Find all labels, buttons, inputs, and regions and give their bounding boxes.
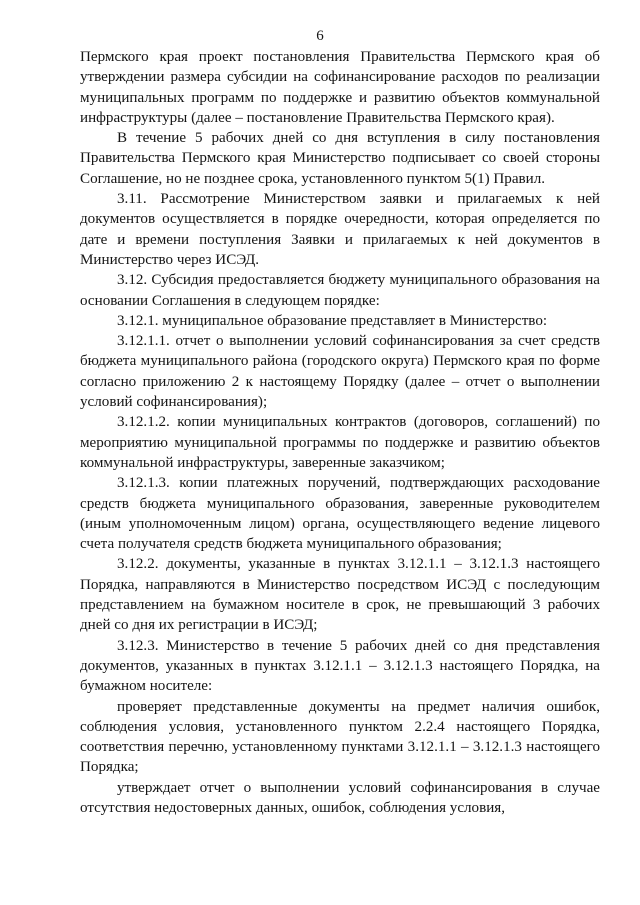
paragraph-3-12-1-1: 3.12.1.1. отчет о выполнении условий софинансирования за счет средств бюджета муниципального района (городского округа) Пермского края по форме согласно приложению 2 к настоящему Порядку (далее – отчет о выполнении условий софинансирования); [80,333,600,411]
document-body [80,47,600,818]
paragraph-3-12-1-3: 3.12.1.3. копии платежных поручений, подтверждающих расходование средств бюджета муниципального образования, заверенные руководителем (иным уполномоченным лицом) органа, осуществляющего ведение лицевого счета получателя средств бюджета муниципального образования; [80,475,600,553]
paragraph-3-12-1: 3.12.1. муниципальное образование представляет в Министерство: [117,312,548,329]
paragraph-signing-deadline: В течение 5 рабочих дней со дня вступления в силу постановления Правительства Пермского края Министерство подписывает со своей стороны Соглашение, но не позднее срока, установленного пунктом 5(1) Правил. [80,130,600,187]
paragraph-continuation: Пермского края проект постановления Правительства Пермского края об утверждении размера субсидии на софинансирование расходов по реализации муниципальных программ по поддержке и развитию объектов коммунальной инфраструктуры (далее – постановление Правительства Пермского края). [80,49,600,126]
page-number: 6 [316,28,324,44]
paragraph-checks-documents: проверяет представленные документы на предмет наличия ошибок, соблюдения условия, установленного пунктом 2.2.4 настоящего Порядка, соответствия перечню, установленному пунктами 3.12.1.1 – 3.12.1.3 настоящего Порядка; [80,698,600,776]
paragraph-approves-report: утверждает отчет о выполнении условий софинансирования в случае отсутствия недостоверных данных, ошибок, соблюдения условия, [80,779,600,816]
paragraph-3-12-3: 3.12.3. Министерство в течение 5 рабочих дней со дня представления документов, указанных в пунктах 3.12.1.1 – 3.12.1.3 настоящего Порядка, на бумажном носителе: [80,637,600,695]
paragraph-3-12-1-2: 3.12.1.2. копии муниципальных контрактов (договоров, соглашений) по мероприятию муниципальной программы по поддержке и развитию объектов коммунальной инфраструктуры, заверенные заказчиком; [80,414,600,471]
paragraph-3-12-2: 3.12.2. документы, указанные в пунктах 3.12.1.1 – 3.12.1.3 настоящего Порядка, направляются в Министерство посредством ИСЭД с последующим представлением на бумажном носителе в срок, не превышающий 3 рабочих дней со дня их регистрации в ИСЭД; [80,556,600,634]
paragraph-3-11: 3.11. Рассмотрение Министерством заявки и прилагаемых к ней документов осуществляется в порядке очередности, которая определяется по дате и времени поступления Заявки и прилагаемых к ней документов в Министерство через ИСЭД. [80,191,600,268]
paragraph-3-12: 3.12. Субсидия предоставляется бюджету муниципального образования на основании Соглашения в следующем порядке: [80,272,600,309]
